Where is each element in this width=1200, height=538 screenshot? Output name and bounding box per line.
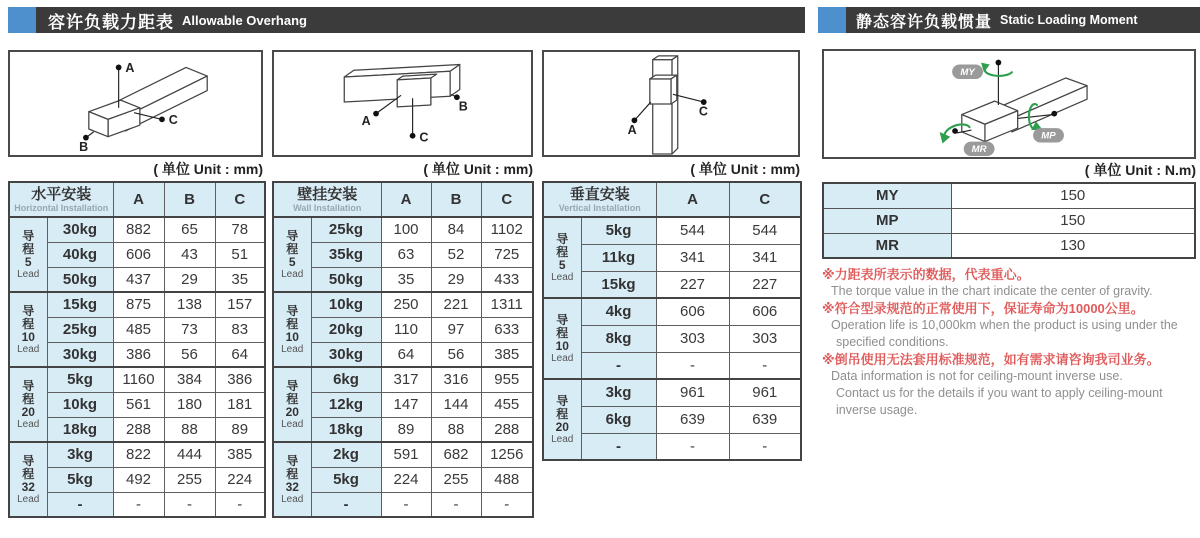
- lead-cell: [273, 442, 311, 517]
- lead-char: 程: [556, 406, 569, 421]
- lead-en: Lead: [281, 343, 304, 355]
- lead-en: Lead: [281, 268, 304, 280]
- section-title-en: Allowable Overhang: [182, 12, 307, 28]
- overhang-table-horizontal: [8, 181, 266, 518]
- table-row: [9, 392, 265, 417]
- unit-label-mm: ( 单位 Unit : mm): [153, 161, 263, 177]
- unit-label-mm: ( 单位 Unit : mm): [690, 161, 800, 177]
- lead-char: 程: [286, 316, 299, 331]
- table-row: [543, 406, 801, 433]
- lead-char: 程: [286, 466, 299, 481]
- table-row: [273, 467, 533, 492]
- diagram-box-vertical: [542, 50, 800, 157]
- table-host-horizontal: [8, 181, 266, 518]
- value-cell: -: [113, 492, 164, 517]
- table-row: [273, 492, 533, 517]
- table-title-zh: 垂直安装: [569, 186, 630, 203]
- value-cell: 147: [381, 392, 431, 417]
- lead-char: 20: [285, 404, 299, 419]
- value-cell: 725: [481, 242, 533, 267]
- value-cell: 385: [215, 442, 265, 467]
- column-header-a: A: [656, 182, 729, 217]
- value-cell: 64: [381, 342, 431, 367]
- table-title-en: Wall Installation: [293, 203, 362, 213]
- weight-cell: 15kg: [581, 271, 656, 298]
- value-cell: 488: [481, 467, 533, 492]
- lead-char: 导: [556, 231, 569, 246]
- value-cell: 110: [381, 317, 431, 342]
- value-cell: 633: [481, 317, 533, 342]
- table-row: [9, 467, 265, 492]
- weight-cell: 30kg: [47, 217, 113, 242]
- value-cell: 386: [215, 367, 265, 392]
- value-cell: 35: [381, 267, 431, 292]
- column-header-c: C: [481, 182, 533, 217]
- lead-en: Lead: [281, 418, 304, 430]
- weight-cell: 50kg: [311, 267, 381, 292]
- value-cell: 341: [729, 244, 801, 271]
- weight-cell: 35kg: [311, 242, 381, 267]
- value-cell: 56: [164, 342, 215, 367]
- table-row: [273, 442, 533, 467]
- lead-char: 10: [21, 329, 35, 344]
- table-row: [9, 317, 265, 342]
- weight-cell: -: [581, 352, 656, 379]
- section-title-zh: 静态容许负载惯量: [856, 13, 993, 31]
- header-bar: [846, 7, 1200, 33]
- note-line-en: Data information is not for ceiling-mount inverse use.: [831, 369, 1123, 383]
- lead-cell: [273, 292, 311, 367]
- value-cell: 51: [215, 242, 265, 267]
- lead-cell: [9, 292, 47, 367]
- moment-row-label: MY: [823, 183, 951, 208]
- table-host-vertical: [542, 181, 802, 461]
- moment-label-mr: MR: [971, 144, 987, 156]
- value-cell: 78: [215, 217, 265, 242]
- column-header-a: A: [381, 182, 431, 217]
- weight-cell: 30kg: [311, 342, 381, 367]
- weight-cell: 18kg: [311, 417, 381, 442]
- weight-cell: 25kg: [311, 217, 381, 242]
- value-cell: 89: [215, 417, 265, 442]
- table-row: [543, 271, 801, 298]
- lead-en: Lead: [551, 271, 574, 283]
- weight-cell: 30kg: [47, 342, 113, 367]
- table-row: [543, 433, 801, 460]
- header-row: [543, 182, 801, 217]
- point-label-a: A: [125, 61, 135, 76]
- value-cell: 561: [113, 392, 164, 417]
- weight-cell: 5kg: [311, 467, 381, 492]
- table-row: [543, 217, 801, 244]
- table-title: [273, 182, 381, 217]
- weight-cell: 10kg: [47, 392, 113, 417]
- value-cell: 544: [729, 217, 801, 244]
- weight-cell: -: [47, 492, 113, 517]
- value-cell: -: [164, 492, 215, 517]
- weight-cell: 6kg: [311, 367, 381, 392]
- lead-char: 导: [22, 453, 35, 468]
- lead-char: 程: [22, 316, 35, 331]
- table-title: [543, 182, 656, 217]
- value-cell: 1311: [481, 292, 533, 317]
- column-header-a: A: [113, 182, 164, 217]
- table-row: [9, 242, 265, 267]
- table-row: [543, 325, 801, 352]
- lead-cell: [273, 217, 311, 292]
- value-cell: 303: [656, 325, 729, 352]
- value-cell: 63: [381, 242, 431, 267]
- value-cell: 97: [431, 317, 481, 342]
- value-cell: 100: [381, 217, 431, 242]
- value-cell: 485: [113, 317, 164, 342]
- weight-cell: 3kg: [47, 442, 113, 467]
- value-cell: 544: [656, 217, 729, 244]
- lead-char: 导: [286, 453, 299, 468]
- value-cell: 83: [215, 317, 265, 342]
- column-header-c: C: [729, 182, 801, 217]
- diagram-box-wall: [272, 50, 533, 157]
- isometric-actuator-horizontal-icon: [10, 52, 261, 155]
- value-cell: 455: [481, 392, 533, 417]
- note-line-en: Operation life is 10,000km when the product is using under the: [831, 318, 1178, 332]
- lead-cell: [9, 217, 47, 292]
- moment-label-mp: MP: [1041, 130, 1056, 142]
- value-cell: 144: [431, 392, 481, 417]
- moment-row-value: 150: [951, 208, 1195, 233]
- overhang-table-vertical: [542, 181, 802, 461]
- value-cell: 437: [113, 267, 164, 292]
- table-row: [273, 342, 533, 367]
- table-row: [9, 342, 265, 367]
- value-cell: 386: [113, 342, 164, 367]
- table-row: [823, 183, 1195, 208]
- value-cell: 492: [113, 467, 164, 492]
- blue-accent-square: [818, 7, 846, 33]
- table-row: [823, 233, 1195, 258]
- weight-cell: 50kg: [47, 267, 113, 292]
- value-cell: 89: [381, 417, 431, 442]
- table-row: [273, 367, 533, 392]
- weight-cell: 4kg: [581, 298, 656, 325]
- point-label-b: B: [79, 140, 89, 155]
- weight-cell: -: [581, 433, 656, 460]
- value-cell: -: [381, 492, 431, 517]
- weight-cell: 2kg: [311, 442, 381, 467]
- value-cell: 288: [481, 417, 533, 442]
- lead-en: Lead: [17, 268, 40, 280]
- notes: [822, 266, 1200, 419]
- value-cell: 606: [729, 298, 801, 325]
- lead-char: 32: [285, 479, 299, 494]
- lead-char: 程: [286, 391, 299, 406]
- section-header-allowable-overhang: [8, 7, 805, 33]
- lead-char: 10: [285, 329, 299, 344]
- lead-char: 程: [556, 325, 569, 340]
- table-title-zh: 水平安装: [31, 186, 92, 203]
- diagram-box-horizontal: [8, 50, 263, 157]
- value-cell: 157: [215, 292, 265, 317]
- table-row: [9, 267, 265, 292]
- lead-char: 导: [22, 228, 35, 243]
- value-cell: 250: [381, 292, 431, 317]
- lead-en: Lead: [551, 433, 574, 445]
- value-cell: 875: [113, 292, 164, 317]
- header-row: [273, 182, 533, 217]
- value-cell: 35: [215, 267, 265, 292]
- moment-row-value: 150: [951, 183, 1195, 208]
- value-cell: 822: [113, 442, 164, 467]
- table-row: [273, 242, 533, 267]
- lead-char: 20: [555, 419, 569, 434]
- moment-table: [822, 182, 1196, 259]
- value-cell: -: [431, 492, 481, 517]
- weight-cell: 8kg: [581, 325, 656, 352]
- value-cell: 221: [431, 292, 481, 317]
- table-row: [9, 417, 265, 442]
- value-cell: 255: [431, 467, 481, 492]
- value-cell: 84: [431, 217, 481, 242]
- value-cell: 65: [164, 217, 215, 242]
- section-title-en: Static Loading Moment: [1000, 13, 1138, 27]
- unit-label-mm: ( 单位 Unit : mm): [423, 161, 533, 177]
- table-row: [273, 417, 533, 442]
- moment-label-my: MY: [960, 67, 975, 79]
- table-title-en: Horizontal Installation: [14, 203, 109, 213]
- table-row: [273, 292, 533, 317]
- unit-label-nm: ( 单位 Unit : N.m): [1084, 162, 1196, 178]
- lead-char: 导: [22, 303, 35, 318]
- point-label-c: C: [168, 113, 178, 128]
- lead-char: 5: [558, 257, 566, 272]
- lead-char: 程: [22, 466, 35, 481]
- value-cell: 224: [215, 467, 265, 492]
- note-line-en: inverse usage.: [836, 403, 918, 417]
- weight-cell: 20kg: [311, 317, 381, 342]
- value-cell: 955: [481, 367, 533, 392]
- moment-row-label: MP: [823, 208, 951, 233]
- value-cell: -: [656, 352, 729, 379]
- table-row: [543, 352, 801, 379]
- value-cell: 227: [656, 271, 729, 298]
- lead-en: Lead: [281, 493, 304, 505]
- value-cell: 73: [164, 317, 215, 342]
- value-cell: 138: [164, 292, 215, 317]
- lead-char: 程: [22, 391, 35, 406]
- lead-char: 导: [556, 393, 569, 408]
- value-cell: -: [481, 492, 533, 517]
- value-cell: 88: [164, 417, 215, 442]
- table-row: [543, 298, 801, 325]
- table-row: [273, 217, 533, 242]
- lead-en: Lead: [17, 493, 40, 505]
- value-cell: 1102: [481, 217, 533, 242]
- value-cell: -: [215, 492, 265, 517]
- weight-cell: -: [311, 492, 381, 517]
- value-cell: 180: [164, 392, 215, 417]
- value-cell: 43: [164, 242, 215, 267]
- point-label-c: C: [698, 104, 708, 119]
- value-cell: -: [729, 433, 801, 460]
- lead-char: 程: [22, 241, 35, 256]
- value-cell: -: [656, 433, 729, 460]
- value-cell: 433: [481, 267, 533, 292]
- moment-row-value: 130: [951, 233, 1195, 258]
- table-row: [543, 244, 801, 271]
- note-line-zh: ※符合型录规范的正常使用下，保证寿命为10000公里。: [822, 301, 1144, 316]
- weight-cell: 3kg: [581, 379, 656, 406]
- lead-char: 导: [286, 303, 299, 318]
- value-cell: 1256: [481, 442, 533, 467]
- weight-cell: 5kg: [47, 367, 113, 392]
- value-cell: 56: [431, 342, 481, 367]
- value-cell: 181: [215, 392, 265, 417]
- diagram-box-moment: [822, 49, 1196, 159]
- table-row: [9, 292, 265, 317]
- table-row: [273, 317, 533, 342]
- weight-cell: 6kg: [581, 406, 656, 433]
- value-cell: 255: [164, 467, 215, 492]
- lead-char: 20: [21, 404, 35, 419]
- section-title-zh: 容许负载力距表: [48, 12, 174, 32]
- value-cell: 882: [113, 217, 164, 242]
- table-row: [823, 208, 1195, 233]
- value-cell: 88: [431, 417, 481, 442]
- column-header-b: B: [431, 182, 481, 217]
- lead-en: Lead: [17, 343, 40, 355]
- value-cell: 639: [656, 406, 729, 433]
- value-cell: 1160: [113, 367, 164, 392]
- point-label-c: C: [419, 130, 429, 145]
- value-cell: 303: [729, 325, 801, 352]
- weight-cell: 18kg: [47, 417, 113, 442]
- lead-cell: [543, 217, 581, 298]
- lead-char: 导: [22, 378, 35, 393]
- table-row: [9, 367, 265, 392]
- table-title-zh: 壁挂安装: [297, 186, 358, 203]
- note-line-zh: ※倒吊使用无法套用标准规范，如有需求请咨询我司业务。: [822, 352, 1160, 367]
- weight-cell: 10kg: [311, 292, 381, 317]
- isometric-actuator-wall-icon: [274, 52, 531, 155]
- weight-cell: 25kg: [47, 317, 113, 342]
- table-row: [9, 217, 265, 242]
- lead-char: 5: [288, 254, 296, 269]
- blue-accent-square: [8, 7, 36, 33]
- header-row: [9, 182, 265, 217]
- lead-cell: [9, 442, 47, 517]
- value-cell: 288: [113, 417, 164, 442]
- table-title-en: Vertical Installation: [558, 203, 641, 213]
- point-label-a: A: [361, 114, 371, 129]
- lead-char: 导: [286, 228, 299, 243]
- lead-char: 程: [556, 244, 569, 259]
- weight-cell: 11kg: [581, 244, 656, 271]
- lead-cell: [9, 367, 47, 442]
- value-cell: 444: [164, 442, 215, 467]
- lead-char: 程: [286, 241, 299, 256]
- weight-cell: 5kg: [47, 467, 113, 492]
- value-cell: 52: [431, 242, 481, 267]
- column-header-c: C: [215, 182, 265, 217]
- value-cell: 961: [729, 379, 801, 406]
- table-row: [273, 392, 533, 417]
- table-row: [543, 379, 801, 406]
- value-cell: 385: [481, 342, 533, 367]
- value-cell: 606: [113, 242, 164, 267]
- table-row: [9, 442, 265, 467]
- column-header-b: B: [164, 182, 215, 217]
- lead-en: Lead: [551, 352, 574, 364]
- point-label-b: B: [458, 99, 468, 114]
- value-cell: 961: [656, 379, 729, 406]
- value-cell: 682: [431, 442, 481, 467]
- weight-cell: 40kg: [47, 242, 113, 267]
- value-cell: 224: [381, 467, 431, 492]
- value-cell: 29: [164, 267, 215, 292]
- note-line-en: specified conditions.: [836, 335, 949, 349]
- value-cell: 317: [381, 367, 431, 392]
- weight-cell: 15kg: [47, 292, 113, 317]
- table-title: [9, 182, 113, 217]
- note-line-zh: ※力距表所表示的数据，代表重心。: [822, 267, 1030, 282]
- note-line-en: Contact us for the details if you want to apply ceiling-mount: [836, 386, 1163, 400]
- lead-en: Lead: [17, 418, 40, 430]
- point-label-a: A: [627, 122, 637, 137]
- lead-char: 32: [21, 479, 35, 494]
- lead-cell: [273, 367, 311, 442]
- table-row: [9, 492, 265, 517]
- value-cell: 29: [431, 267, 481, 292]
- value-cell: 64: [215, 342, 265, 367]
- value-cell: 591: [381, 442, 431, 467]
- lead-char: 导: [286, 378, 299, 393]
- lead-char: 10: [555, 338, 569, 353]
- weight-cell: 5kg: [581, 217, 656, 244]
- header-bar: [36, 7, 805, 33]
- value-cell: 316: [431, 367, 481, 392]
- value-cell: 384: [164, 367, 215, 392]
- table-host-wall: [272, 181, 534, 518]
- section-header-static-loading-moment: [818, 7, 1200, 33]
- isometric-actuator-vertical-icon: [544, 52, 798, 155]
- value-cell: -: [729, 352, 801, 379]
- value-cell: 341: [656, 244, 729, 271]
- value-cell: 606: [656, 298, 729, 325]
- overhang-table-wall: [272, 181, 534, 518]
- weight-cell: 12kg: [311, 392, 381, 417]
- lead-cell: [543, 298, 581, 379]
- lead-char: 5: [24, 254, 32, 269]
- value-cell: 227: [729, 271, 801, 298]
- moment-row-label: MR: [823, 233, 951, 258]
- lead-cell: [543, 379, 581, 460]
- value-cell: 639: [729, 406, 801, 433]
- isometric-actuator-moment-icon: [824, 51, 1194, 157]
- lead-char: 导: [556, 312, 569, 327]
- note-line-en: The torque value in the chart indicate the center of gravity.: [831, 284, 1153, 298]
- table-row: [273, 267, 533, 292]
